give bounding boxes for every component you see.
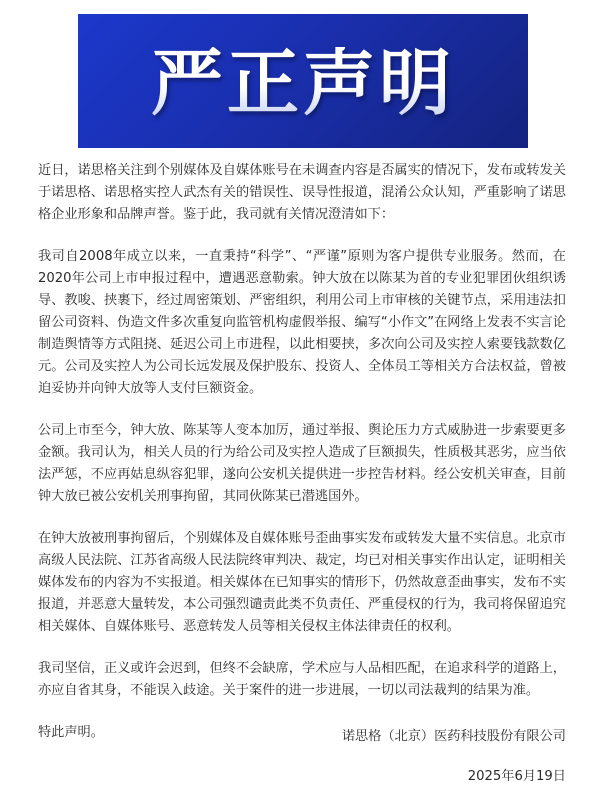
banner-title: 严正声明 <box>150 41 455 125</box>
statement-date: 2025年6月19日 <box>467 769 566 784</box>
closing-line: 特此声明。 <box>38 725 104 740</box>
paragraph-post-listing: 公司上市至今，钟大放、陈某等人变本加厉，通过举报、舆论压力方式威胁进一步索要更多金额。我司认为，相关人员的行为给公司及实控人造成了巨额损失，性质极其恶劣，应当依法严惩，不应再姑息纵容犯罪，遂向公安机关提供进一步控告材料。经公安机关审查，目前钟大放已被公安机关刑事拘留，其同伙陈某已潜逃国外。 <box>38 423 566 504</box>
paragraph-intro: 近日，诺思格关注到个别媒体及自媒体账号在未调查内容是否属实的情况下，发布或转发关于诺思格、诺思格实控人武杰有关的错误性、误导性报道，混淆公众认知，严重影响了诺思格企业形象和品牌声誉。鉴于此，我司就有关情况澄清如下： <box>38 163 566 222</box>
statement-body <box>38 160 566 744</box>
statement-banner <box>78 14 528 148</box>
paragraph-background: 我司自2008年成立以来，一直秉持“科学”、“严谨”原则为客户提供专业服务。然而，在2020年公司上市申报过程中，遭遇恶意勒索。钟大放在以陈某为首的专业犯罪团伙组织诱导、教唆、挟裹下，经过周密策划、严密组织，利用公司上市审核的关键节点，采用违法扣留公司资料、伪造文件多次重复向监管机构虚假举报、编写“小作文”在网络上发表不实言论制造舆情等方式阻挠、延迟公司上市进程，以此相要挟，多次向公司及实控人索要钱款数亿元。公司及实控人为公司长远发展及保护股东、投资人、全体员工等相关方合法权益，曾被迫妥协并向钟大放等人支付巨额资金。 <box>38 249 566 396</box>
paragraph-conclusion: 我司坚信，正义或许会迟到，但终不会缺席，学术应与人品相匹配，在追求科学的道路上，亦应自省其身，不能误入歧途。关于案件的进一步进展，一切以司法裁判的结果为准。 <box>38 661 566 698</box>
company-signature: 诺思格（北京）医药科技股份有限公司 <box>341 729 566 744</box>
paragraph-media-reports: 在钟大放被刑事拘留后，个别媒体及自媒体账号歪曲事实发布或转发大量不实信息。北京市高级人民法院、江苏省高级人民法院终审判决、裁定，均已对相关事实作出认定，证明相关媒体发布的内容为不实报道。相关媒体在已知事实的情形下，仍然故意歪曲事实，发布不实报道，并恶意大量转发，本公司强烈谴责此类不负责任、严重侵权的行为，我司将保留追究相关媒体、自媒体账号、恶意转发人员等相关侵权主体法律责任的权利。 <box>38 531 566 634</box>
